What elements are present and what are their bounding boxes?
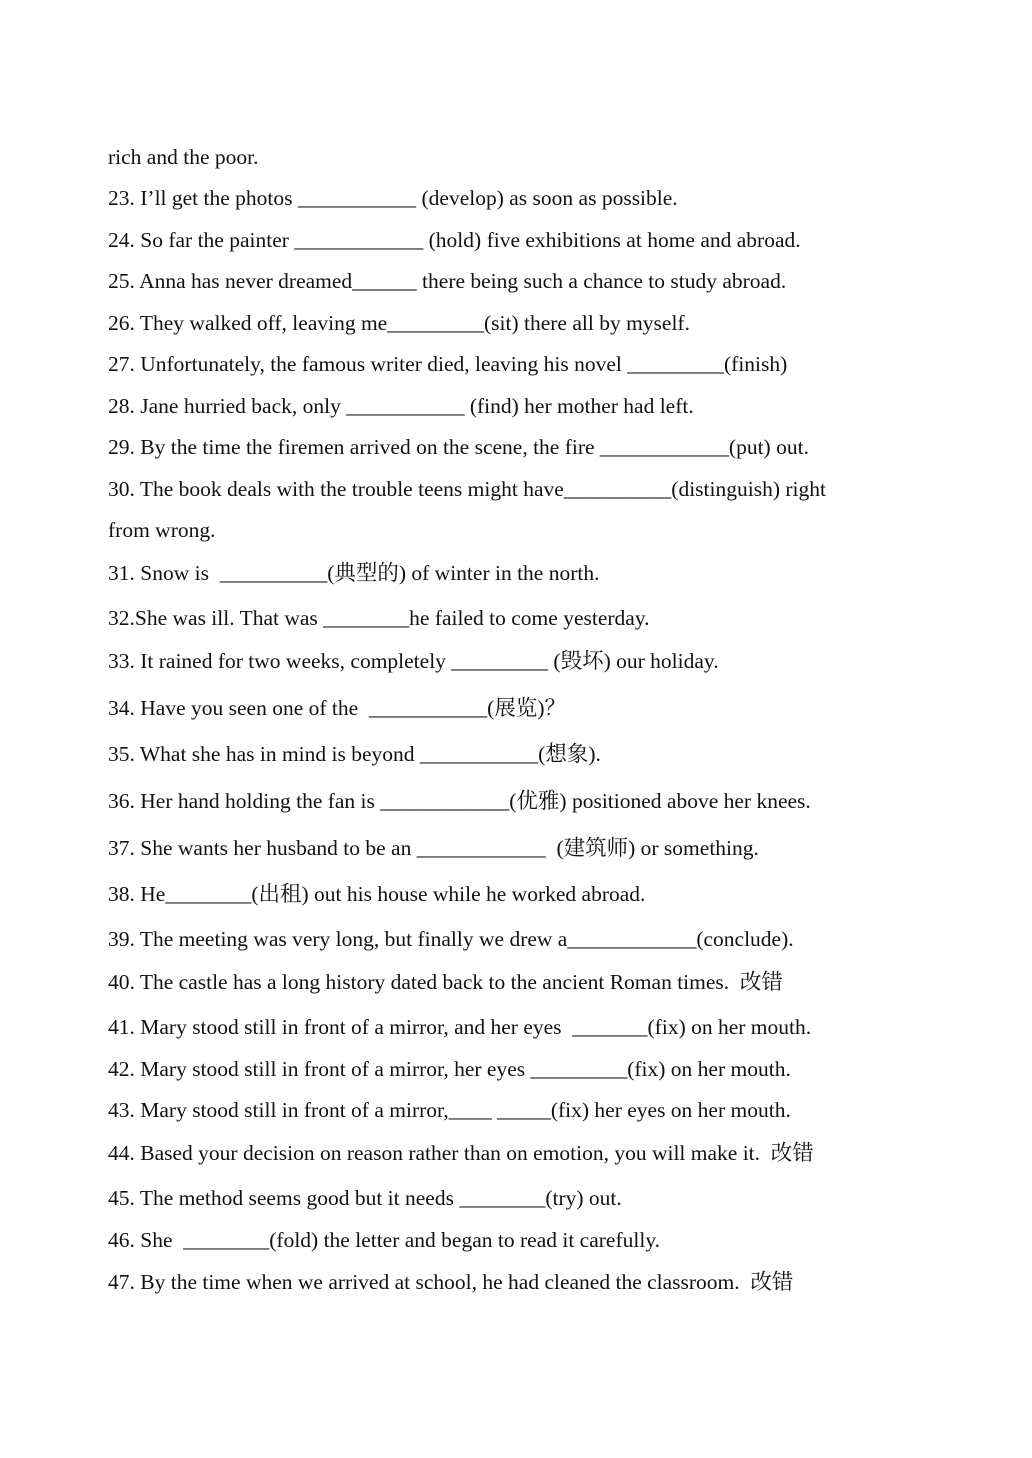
exercise-line-45: [108, 1185, 622, 1211]
exercise-line-29: [108, 434, 809, 460]
line-text: rich and the poor.: [108, 145, 259, 169]
line-text: 25. Anna has never dreamed______ there being such a chance to study abroad.: [108, 269, 787, 293]
line-text: 47. By the time when we arrived at school, he had cleaned the classroom. 改错: [108, 1270, 794, 1294]
line-text: 44. Based your decision on reason rather than on emotion, you will make it. 改错: [108, 1141, 814, 1165]
exercise-line-42: [108, 1056, 791, 1082]
line-text: 38. He________(出租) out his house while he worked abroad.: [108, 882, 646, 906]
exercise-line-36: [108, 788, 811, 814]
line-text: 23. I’ll get the photos ___________ (develop) as soon as possible.: [108, 186, 678, 210]
line-text: 41. Mary stood still in front of a mirror, and her eyes _______(fix) on her mouth.: [108, 1015, 812, 1039]
exercise-line-24: [108, 227, 801, 253]
line-text: 33. It rained for two weeks, completely _________ (毁坏) our holiday.: [108, 649, 719, 673]
exercise-line-35: [108, 741, 601, 767]
exercise-line-25: [108, 268, 786, 294]
line-text: 46. She ________(fold) the letter and began to read it carefully.: [108, 1228, 661, 1252]
exercise-line-26: [108, 310, 690, 336]
exercise-line-39: [108, 926, 794, 952]
exercise-line-41: [108, 1014, 811, 1040]
line-text: 27. Unfortunately, the famous writer died, leaving his novel _________(finish): [108, 352, 788, 376]
line-text: 40. The castle has a long history dated back to the ancient Roman times. 改错: [108, 970, 783, 994]
line-text: 36. Her hand holding the fan is ____________(优雅) positioned above her knees.: [108, 789, 811, 813]
line-text: 26. They walked off, leaving me_________(sit) there all by myself.: [108, 311, 690, 335]
exercise-line-27: [108, 351, 787, 377]
line-text: 32.She was ill. That was ________he failed to come yesterday.: [108, 606, 650, 630]
exercise-line-34: [108, 695, 566, 721]
exercise-line-40: [108, 969, 783, 995]
exercise-line-31: [108, 560, 599, 586]
exercise-line-47: [108, 1269, 793, 1295]
line-text: from wrong.: [108, 518, 216, 542]
line-text: 30. The book deals with the trouble teens might have__________(distinguish) right: [108, 477, 826, 501]
line-text: 45. The method seems good but it needs ________(try) out.: [108, 1186, 622, 1210]
exercise-line-22-continuation: [108, 144, 258, 170]
exercise-line-33: [108, 648, 719, 674]
line-text: 29. By the time the firemen arrived on the scene, the fire ____________(put) out.: [108, 435, 809, 459]
line-text: 39. The meeting was very long, but finally we drew a____________(conclude).: [108, 927, 794, 951]
exercise-line-44: [108, 1140, 814, 1166]
exercise-line-23: [108, 185, 678, 211]
line-text: 37. She wants her husband to be an ____________ (建筑师) or something.: [108, 836, 759, 860]
line-text: 31. Snow is __________(典型的) of winter in the north.: [108, 561, 600, 585]
line-text: 43. Mary stood still in front of a mirror,____ _____(fix) her eyes on her mouth.: [108, 1098, 791, 1122]
exercise-line-37: [108, 835, 759, 861]
exercise-line-28: [108, 393, 694, 419]
line-text: 42. Mary stood still in front of a mirror, her eyes _________(fix) on her mouth.: [108, 1057, 791, 1081]
exercise-line-32: [108, 605, 650, 631]
exercise-line-30: [108, 476, 826, 502]
line-text: 34. Have you seen one of the ___________(展览)？: [108, 696, 566, 720]
exercise-line-43: [108, 1097, 791, 1123]
exercise-line-46: [108, 1227, 660, 1253]
exercise-line-30-continuation: [108, 517, 215, 543]
line-text: 28. Jane hurried back, only ___________ (find) her mother had left.: [108, 394, 694, 418]
line-text: 24. So far the painter ____________ (hold) five exhibitions at home and abroad.: [108, 228, 801, 252]
exercise-line-38: [108, 881, 645, 907]
line-text: 35. What she has in mind is beyond ___________(想象).: [108, 742, 601, 766]
